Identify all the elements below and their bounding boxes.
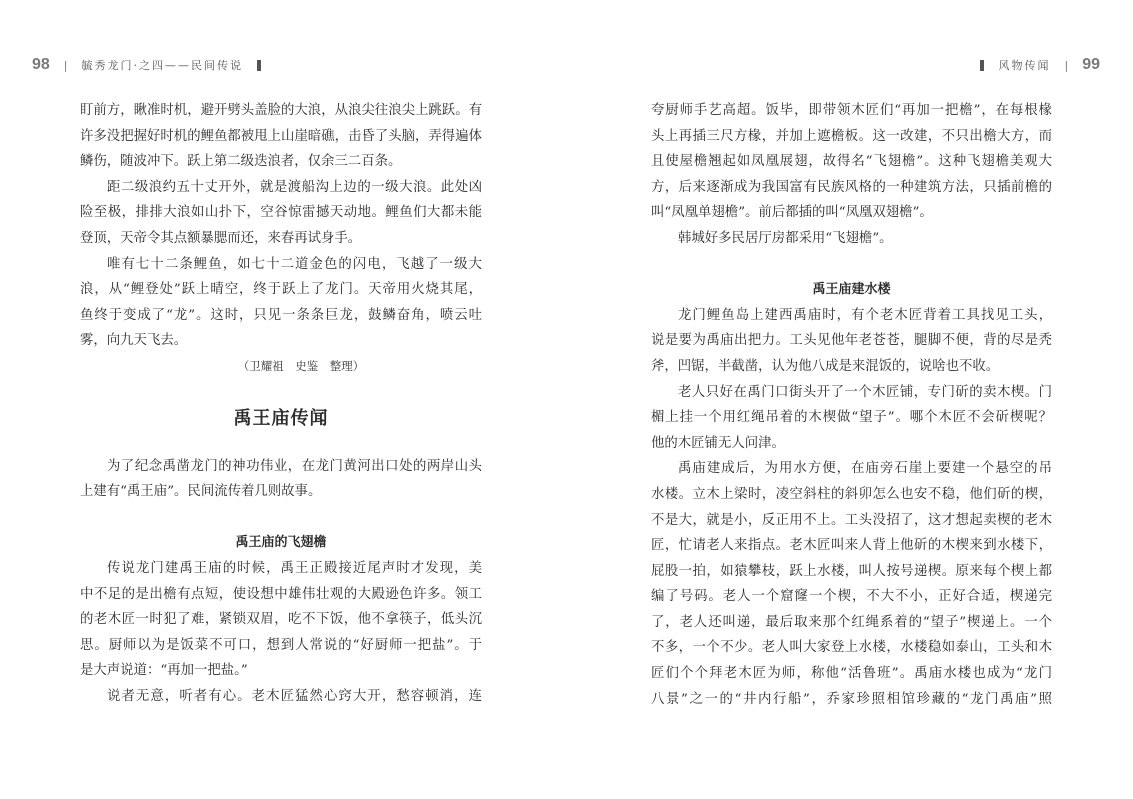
text-line: 斧，凹锯，半截凿，认为他八成是来混饭的，说啥也不收。 [651,358,1000,374]
right-page-number: 99 [1082,56,1100,73]
text-line: 是大声说道：“再加一把盐。” [80,663,248,679]
text-line: 雾，向九天飞去。 [80,333,188,349]
text-line: 龙门鲤鱼岛上建西禹庙时，有个老木匠背着工具找见工头， [678,307,1052,323]
header-separator: | [1064,58,1069,72]
text-line: 匠们个个拜老木匠为师，称他“活鲁班”。禹庙水楼也成为“龙门 [651,666,1052,682]
text-line: 不是大，就是小，反正用不上。工头没招了，这才想起卖楔的老木 [651,512,1052,528]
text-line: 了，老人还叫递，最后取来那个红绳系着的“望子”楔递上。一个 [651,614,1052,630]
header-separator: | [63,58,68,72]
text-line: 盯前方，瞅准时机，避开劈头盖脸的大浪，从浪尖往浪尖上跳跃。有 [80,103,482,118]
spacer [80,505,482,531]
spacer [651,252,1052,278]
text-line: 登顶，天帝令其点额暴腮而还，来春再试身手。 [80,230,362,246]
text-line: 屁股一拍，如猿攀枝，跃上水楼，叫人按号递楔。原来每个楔上都 [651,563,1052,579]
right-page-header [966,50,1100,80]
text-line: 夸厨师手艺高超。饭毕，即带领木匠们“再加一把檐”，在每根椽 [651,103,1052,118]
right-page-body [651,98,1052,712]
text-line: 浪，从“鲤登处”跃上晴空，终于跃上了龙门。天帝用火烧其尾， [80,282,482,298]
text-line: 且使屋檐翘起如凤凰展翅，故得名“飞翅檐”。这种飞翅檐美观大 [651,154,1052,170]
text-line: 为了纪念禹凿龙门的神功伟业，在龙门黄河出口处的两岸山头 [107,458,482,474]
text-line: 水楼。立木上梁时，凌空斜柱的斜卯怎么也安不稳，他们斫的楔， [651,486,1052,502]
text-line: 他的木匠铺无人问津。 [651,435,785,451]
left-page-header [32,50,275,80]
story-title: 禹王庙的飞翅檐 [235,535,327,551]
text-line: 距二级浪约五十丈开外，就是渡船沟上边的一级大浪。此处凶 [107,179,482,195]
text-line: 说者无意，听者有心。老木匠猛然心窍大开，愁容顿消，连 [107,688,482,704]
text-line: 老人只好在禹门口街头开了一个木匠铺，专门斫的卖木楔。门 [678,384,1052,400]
text-line: 头上再插三尺方椽，并加上遮檐板。这一改建，不只出檐大方，而 [651,128,1052,144]
text-line: 许多没把握好时机的鲤鱼都被甩上山崖暗礁，击昏了头脑，弄得遍体 [80,128,482,144]
story-title: 禹王庙建水楼 [812,282,891,298]
text-line: 韩城好多民居厅房都采用“飞翅檐”。 [678,230,893,246]
text-line: 的老木匠一时犯了难，紧锁双眉，吃不下饭，他不拿筷子，低头沉 [80,612,482,628]
header-marker [257,60,261,71]
left-page-body [80,98,482,709]
text-line: 说是要为禹庙出把力。工头见他年老苍苍，腿脚不便，背的尽是秃 [651,333,1052,349]
header-marker [980,60,984,71]
text-line: 中不足的是出檐有点短，使设想中雄伟壮观的大殿逊色许多。领工 [80,586,482,602]
text-line: 编了号码。老人一个窟窿一个楔，不大不小，正好合适，楔递完 [651,589,1052,605]
text-line: 险至极，排排大浪如山扑下，空谷惊雷撼天动地。鲤鱼们大都未能 [80,205,482,221]
text-line: 传说龙门建禹王庙的时候，禹王正殿接近尾声时才发现，美 [107,560,482,576]
text-line: 唯有七十二条鲤鱼，如七十二道金色的闪电，飞越了一级大 [107,256,482,272]
text-line: 叫“凤凰单翅檐”。前后都插的叫“凤凰双翅檐”。 [651,205,933,221]
text-line: 鱼终于变成了“龙”。这时，只见一条条巨龙，鼓鳞奋角，喷云吐 [80,307,482,323]
text-line: 八景”之一的“井内行船”，乔家珍照相馆珍藏的“龙门禹庙”照 [651,691,1052,707]
left-running-title: 毓秀龙门·之四——民间传说 [81,59,244,72]
text-line: 匠，忙请老人来指点。老木匠叫来人背上他斫的木楔来到水楼下， [651,538,1052,554]
text-line: 方，后来逐渐成为我国富有民族风格的一种建筑方法，只插前檐的 [651,179,1052,195]
text-line: 鳞伤，随波冲下。跃上第二级迭浪者，仅余三二百条。 [80,154,402,170]
text-line: 禹庙建成后，为用水方便，在庙旁石崖上要建一个悬空的吊 [678,461,1052,477]
text-line: 上建有“禹王庙”。民间流传着几则故事。 [80,484,322,500]
left-page [0,0,566,799]
right-page [566,0,1133,799]
author-credit: （卫耀祖 史鉴 整理） [237,358,365,373]
section-title: 禹王庙传闻 [233,407,329,429]
left-page-number: 98 [32,56,50,73]
text-line: 不多，一个不少。老人叫大家登上水楼，水楼稳如泰山，工头和木 [651,640,1052,656]
right-running-title: 风物传闻 [998,59,1051,72]
text-line: 楣上挂一个用红绳吊着的木楔做“望子”。哪个木匠不会斫楔呢？ [651,410,1052,426]
text-line: 思。厨师以为是饭菜不可口，想到人常说的“好厨师一把盐”。于 [80,637,482,653]
